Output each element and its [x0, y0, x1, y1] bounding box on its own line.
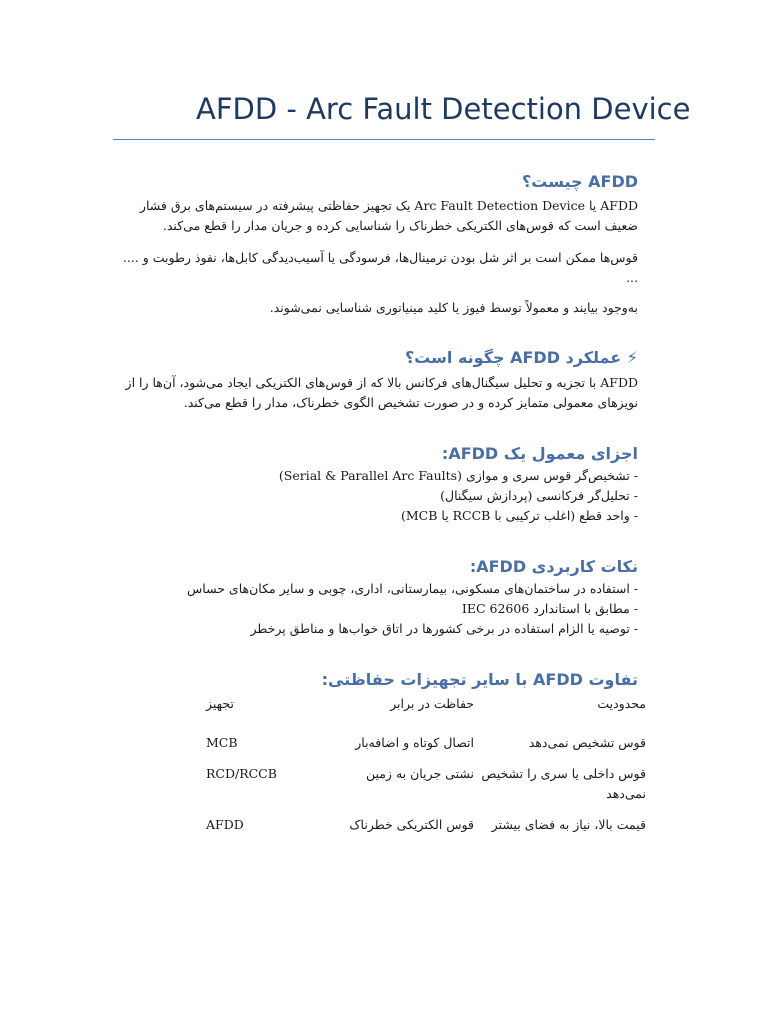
list-item: - تشخیص‌گر قوس سری و موازی (Serial & Parallel Arc Faults) — [278, 468, 638, 483]
table-row — [206, 815, 646, 860]
header-protection: حفاظت در برابر — [390, 696, 474, 711]
tips-list — [118, 579, 638, 639]
cell-limitation: قیمت بالا، نیاز به فضای بیشتر — [491, 817, 646, 832]
paragraph-causes: قوس‌ها ممکن است بر اثر شل بودن ترمینال‌ها، فرسودگی یا آسیب‌دیدگی کابل‌ها، نفوذ رطوبت و .... ... — [122, 250, 638, 285]
list-item: - مطابق با استاندارد IEC 62606 — [461, 601, 638, 616]
list-item: - استفاده در ساختمان‌های مسکونی، بیمارستانی، اداری، چوبی و سایر مکان‌های حساس — [187, 581, 638, 596]
cell-protection: اتصال کوتاه و اضافه‌بار — [355, 735, 474, 750]
table-row — [206, 733, 646, 764]
cell-device: MCB — [206, 735, 238, 750]
section-heading-tips: نکات کاربردی AFDD: — [469, 557, 638, 576]
components-list — [118, 466, 638, 526]
document-page — [113, 0, 691, 1024]
section-heading-what-is: AFDD چیست؟ — [521, 172, 638, 191]
list-item: - تحلیل‌گر فرکانسی (پردازش سیگنال) — [440, 488, 638, 503]
title-underline — [113, 139, 655, 140]
cell-protection: نشتی جریان به زمین — [365, 766, 474, 781]
list-item: - واحد قطع (اغلب ترکیبی با RCCB یا MCB) — [400, 508, 638, 523]
cell-protection: قوس الکتریکی خطرناک — [349, 817, 474, 832]
paragraph-operation: AFDD با تجزیه و تحلیل سیگنال‌های فرکانس بالا که از قوس‌های الکتریکی ایجاد می‌شود، آن‌ها را از نویزهای معمولی متمایز کرده و در صورت تشخیص الگوی خطرناک، مدار را قطع می‌کند. — [125, 375, 638, 410]
cell-device: RCD/RCCB — [206, 766, 277, 781]
comparison-table — [206, 694, 646, 860]
section-heading-components: اجزای معمول یک AFDD: — [441, 444, 638, 463]
cell-limitation: قوس تشخیص نمی‌دهد — [528, 735, 646, 750]
section-heading-how-it-works: ⚡ عملکرد AFDD چگونه است؟ — [404, 348, 638, 367]
paragraph-definition: AFDD یا Arc Fault Detection Device یک تجهیز حفاظتی پیشرفته در سیستم‌های برق فشار ضعیف است که قوس‌های الکتریکی خطرناک را شناسایی کرده و جریان مدار را قطع می‌کند. — [139, 198, 638, 233]
table-row — [206, 764, 646, 815]
section-heading-comparison: تفاوت AFDD با سایر تجهیزات حفاظتی: — [321, 670, 638, 689]
header-limitation: محدودیت — [597, 696, 646, 711]
document-title: AFDD - Arc Fault Detection Device — [196, 92, 691, 126]
list-item: - توصیه یا الزام استفاده در برخی کشورها در اتاق خواب‌ها و مناطق پرخطر — [250, 621, 638, 636]
header-device: تجهیز — [206, 696, 234, 711]
cell-device: AFDD — [206, 817, 244, 832]
table-header-row — [206, 694, 646, 733]
cell-limitation: قوس داخلی یا سری را تشخیص نمی‌دهد — [481, 766, 646, 801]
paragraph-not-detected: به‌وجود بیایند و معمولاً توسط فیوز یا کلید مینیاتوری شناسایی نمی‌شوند. — [269, 300, 638, 315]
